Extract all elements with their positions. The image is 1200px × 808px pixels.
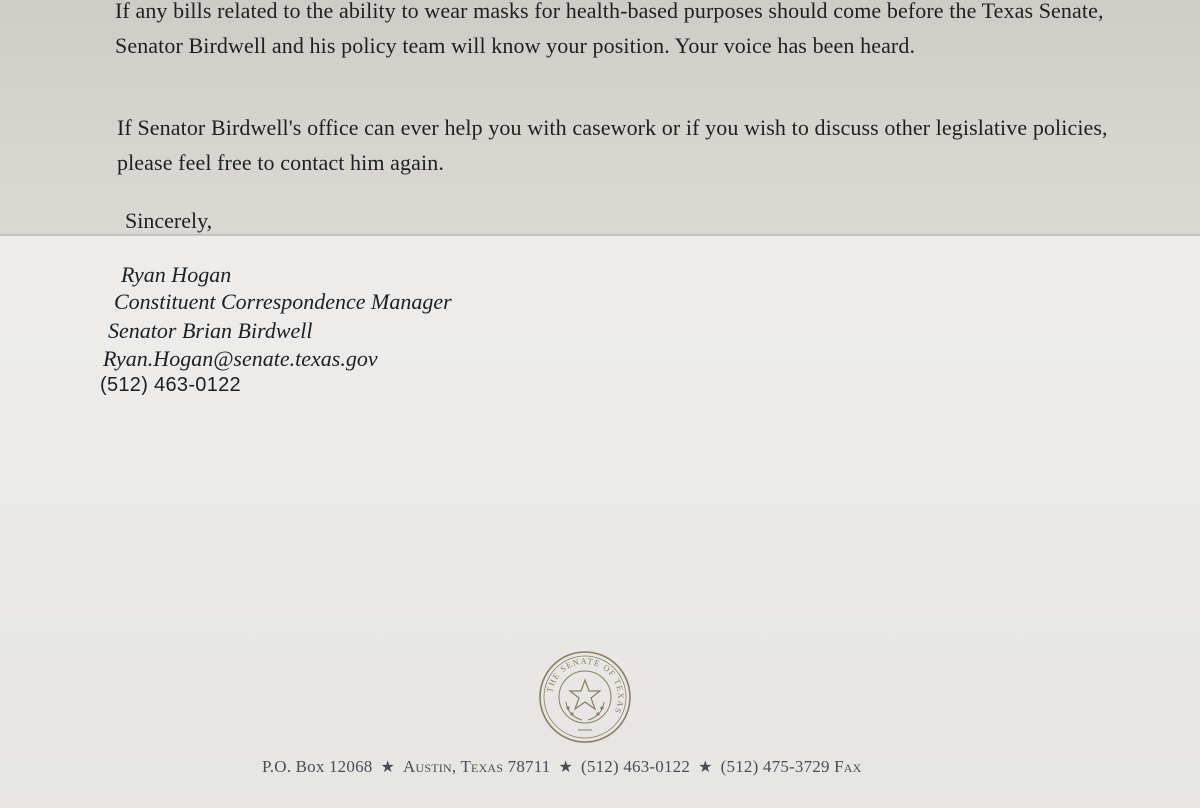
letterhead-footer [262,757,862,777]
seal-text: THE SENATE OF TEXAS [544,655,627,716]
signature-phone: (512) 463-0122 [100,374,241,396]
footer-phone: (512) 463-0122 [581,757,691,776]
body-paragraph-2: If Senator Birdwell's office can ever help you with casework or if you wish to discuss other legislative policies, please feel free to contact him again. [117,115,1108,175]
signature-title: Constituent Correspondence Manager [114,289,452,314]
texas-senate-seal-icon [538,650,632,744]
star-separator-icon: ★ [380,759,396,776]
footer-po-box: P.O. Box 12068 [262,757,373,776]
star-separator-icon: ★ [698,759,713,776]
signature-office: Senator Brian Birdwell [108,318,313,343]
body-paragraph-1: If any bills related to the ability to wear masks for health-based purposes should come before the Texas Senate, Senator Birdwell and his policy team will know your position. Your voice has been heard. [115,0,1104,58]
footer-fax-label: Fax [834,757,862,776]
star-separator-icon: ★ [558,759,574,776]
footer-fax-number: (512) 475-3729 [720,757,830,776]
signature-email: Ryan.Hogan@senate.texas.gov [103,346,378,371]
footer-city: Austin, Texas 78711 [403,757,551,776]
svg-text:THE SENATE OF TEXAS [544,656,626,716]
signature-name: Ryan Hogan [121,262,232,287]
closing-salutation: Sincerely, [125,208,213,233]
